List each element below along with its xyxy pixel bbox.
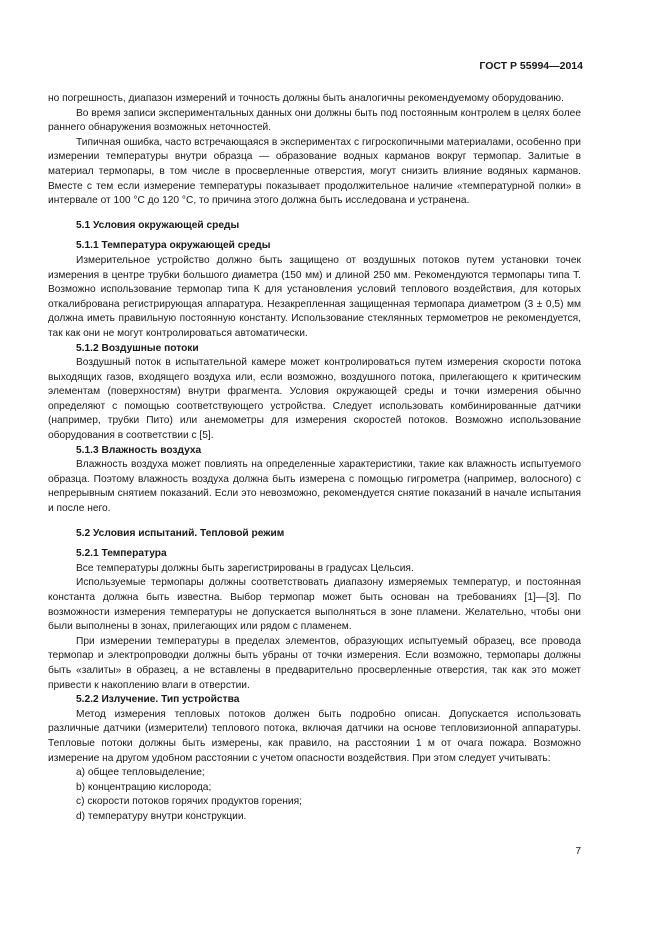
page-number: 7 <box>575 846 581 857</box>
subsection-heading-5-1-2: 5.1.2 Воздушные потоки <box>76 342 199 354</box>
list-item: b) концентрацию кислорода; <box>76 781 212 793</box>
document-body <box>48 92 581 825</box>
list-item: d) температуру внутри конструкции. <box>76 810 247 822</box>
subsection-heading-5-1-3: 5.1.3 Влажность воздуха <box>76 444 202 456</box>
subsection-heading-5-2-2: 5.2.2 Излучение. Тип устройства <box>76 694 240 706</box>
standard-header: ГОСТ Р 55994—2014 <box>479 60 583 72</box>
paragraph: Влажность воздуха может повлиять на определенные характеристики, такие как влажность испытуемого образца. Поэтому влажность воздуха должна быть измерена с помощью гигрометра (например, волосного) с непрерывным снятием показаний. Если это невозможно, рекомендуется снятие показаний в начале испытания и после него. <box>48 459 581 515</box>
paragraph: При измерении температуры в пределах элементов, образующих испытуемый образец, все провода термопар и электропроводки должны быть убраны от точки измерения. Если возможно, термопары должны быть «залиты» в образец, а не вставлены в предварительно просверленные отверстия, так как это может привести к накоплению влаги в отверстии. <box>48 635 581 691</box>
subsection-heading-5-1-1: 5.1.1 Температура окружающей среды <box>76 240 271 252</box>
section-heading-5-2: 5.2 Условия испытаний. Тепловой режим <box>76 527 285 539</box>
paragraph: Во время записи экспериментальных данных они должны быть под постоянным контролем в целях более раннего обнаружения возможных неточностей. <box>48 107 581 134</box>
paragraph: Метод измерения тепловых потоков должен быть подробно описан. Допускается использовать различные датчики (измерители) теплового потока, включая датчики на основе тепловизионной аппаратуры. Тепловые потоки должны быть измерены, как правило, на расстоянии 1 м от очага пожара. Возможно измерение на другом удобном расстоянии с учетом опасности воздействия. При этом следует учитывать: <box>48 708 581 764</box>
paragraph: Воздушный поток в испытательной камере может контролироваться путем измерения скорости потока выходящих газов, входящего воздуха или, если возможно, воздушного потока, прилегающего к критическим элементам (поверхностям) внутри фрагмента. Условия окружающей среды и точки измерения обычно определяют с помощью соответствующего устройства. Следует использовать комбинированные датчики (например, трубки Пито) или анемометры для измерения скоростей потоков. Возможно использование оборудования в соответствии с [5]. <box>48 357 581 442</box>
paragraph: Типичная ошибка, часто встречающаяся в экспериментах с гигроскопичными материалами, особенно при измерении температуры внутри образца — образование водных карманов вокруг термопар. Залитые в материал термопары, в том числе в просверленные отверстия, могут снизить влияние водяных карманов. Вместе с тем если измерение температуры показывает продолжительное наличие «температурной полки» в интервале от 100 °С до 120 °С, то причина этого должна быть исследована и устранена. <box>48 136 581 207</box>
paragraph: Используемые термопары должны соответствовать диапазону измеряемых температур, и постоянная константа должна быть известна. Выбор термопар может быть основан на требованиях [1]—[3]. По возможности измерения температуры не допускается выполняться в зоне пламени. Желательно, чтобы они были выполнены в зонах, прилегающих или рядом с пламенем. <box>48 577 581 633</box>
section-heading-5-1: 5.1 Условия окружающей среды <box>76 219 240 231</box>
paragraph: Измерительное устройство должно быть защищено от воздушных потоков путем установки точек измерения в центре трубки большого диаметра (150 мм) и длиной 250 мм. Рекомендуются термопары типа Т. Возможно использование термопар типа К для установления условий теплового воздействия, для которых откалибрована регистрирующая аппаратура. Незакрепленная защищенная термопара диаметром (3 ± 0,5) мм должна иметь правильную постоянную константу. Использование стеклянных термометров не рекомендуется, так как они не могут контролироваться автоматически. <box>48 254 581 339</box>
paragraph: Все температуры должны быть зарегистрированы в градусах Цельсия. <box>76 562 414 574</box>
paragraph-continuation: но погрешность, диапазон измерений и точность должны быть аналогичны рекомендуемому оборудованию. <box>48 93 564 104</box>
subsection-heading-5-2-1: 5.2.1 Температура <box>76 548 167 560</box>
list-item: c) скорости потоков горячих продуктов горения; <box>76 796 302 808</box>
list-item: а) общее тепловыделение; <box>76 767 205 779</box>
